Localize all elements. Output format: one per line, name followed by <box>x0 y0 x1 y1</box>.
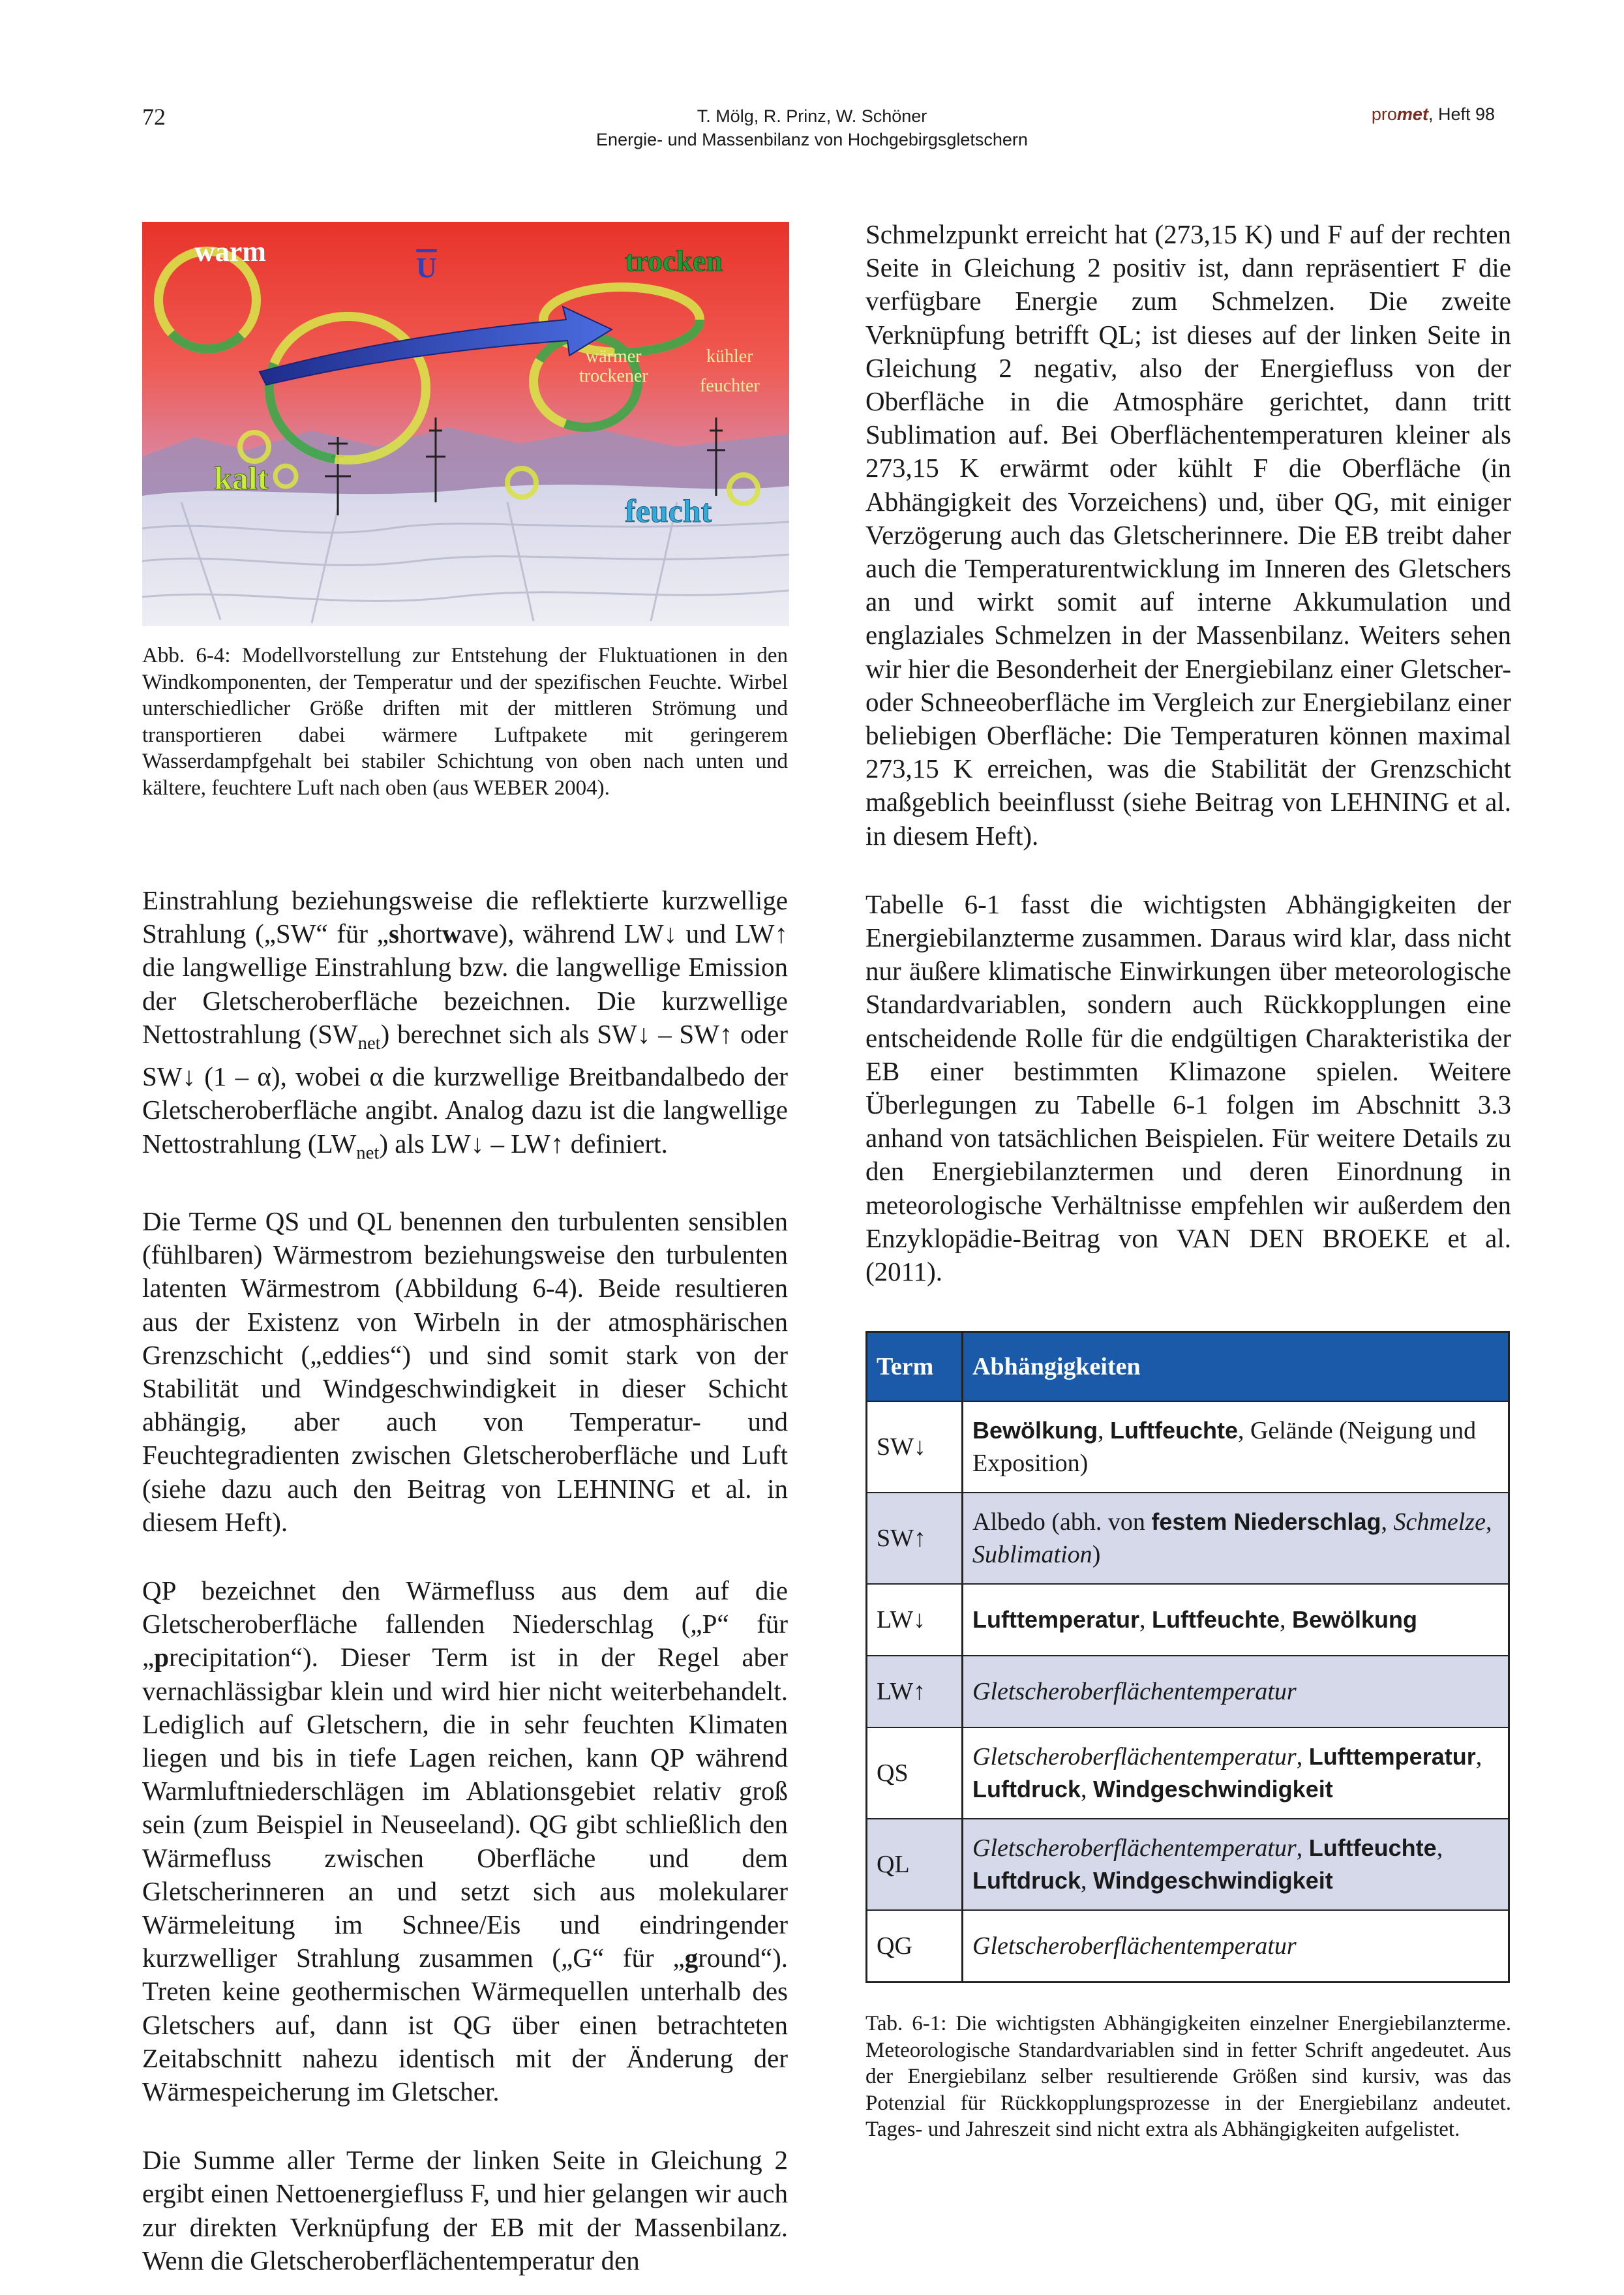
table-header-row <box>867 1332 1509 1402</box>
journal-brand <box>1372 104 1428 124</box>
label-kuehler: kühler <box>706 346 753 367</box>
dependency-text: Bewölkung <box>972 1417 1098 1444</box>
figure-eddy-model <box>142 222 789 626</box>
table-caption-block <box>865 2011 1511 2143</box>
table-cell-term: LW↓ <box>867 1584 963 1656</box>
table-row <box>867 1401 1509 1493</box>
label-waermer: wärmer <box>586 346 642 367</box>
paragraph-table-summary: Tabelle 6-1 fasst die wichtigsten Abhängigkeiten der Energiebilanzterme zusammen. Daraus wird klar, dass nicht nur äußere klimatische Einwirkungen über meteorologische Standardvariablen, sondern auch Rückkopplungen eine entscheidende Rolle für die endgültigen Charakteristika der EB einer bestimmten Klimazone spielen. Weitere Überlegungen zu Tabelle 6-1 folgen im Abschnitt 3.3 anhand von tatsächlichen Beispielen. Für weitere Details zu den Energiebilanztermen und deren Einordnung in meteorologische Verhältnisse empfehlen wir außerdem den Enzyklopädie-Beitrag von VAN DEN BROEKE et al. (2011). <box>865 889 1511 1287</box>
table-row <box>867 1584 1509 1656</box>
paragraph-qp-qg: QP bezeichnet den Wärmefluss aus dem auf die Gletscheroberfläche fallenden Niederschlag („P“ für „precipitation“). Dieser Term ist in der Regel aber vernachlässigbar klein und wird hier nicht weiterbehandelt. Lediglich auf Gletschern, die in sehr feuchten Klimaten liegen und bis in tiefe Lagen reichen, kann QP während Warmluftniederschlägen im Ablationsgebiet relativ groß sein (zum Beispiel in Neuseeland). QG gibt schließlich den Wärmefluss zwischen Oberfläche und dem Gletscherinneren an und setzt sich aus molekularer Wärmeleitung im Schnee/Eis und eindringender kurzwelliger Strahlung zusammen („G“ für „ground“). Treten keine geothermischen Wärmequellen unterhalb des Gletschers auf, dann ist QG über einen betrachteten Zeitabschnitt nahezu identisch mit der Änderung der Wärmespeicherung im Gletscher. <box>142 1575 788 2107</box>
paragraph-melting: Schmelzpunkt erreicht hat (273,15 K) und F auf der rechten Seite in Gleichung 2 positiv ist, dann repräsentiert F die verfügbare Energie zum Schmelzen. Die zweite Verknüpfung betrifft QL; ist dieses auf der linken Seite in Gleichung 2 negativ, also der Energiefluss von der Oberfläche in die Atmosphäre gerichtet, dann tritt Sublimation auf. Bei Oberflächentemperaturen kleiner als 273,15 K erwärmt oder kühlt F die Oberfläche (in Abhängigkeit des Vorzeichens) und, über QG, mit einiger Verzögerung auch das Gletscherinnere. Die EB treibt daher auch die Temperaturentwicklung im Inneren des Gletschers an und wirkt somit auf interne Akkumulation und englaziales Schmelzen in der Massenbilanz. Weiters sehen wir hier die Besonderheit der Energiebilanz einer Gletscher- oder Schneeoberfläche im Vergleich zur Energiebilanz einer beliebigen Oberfläche: Die Temperaturen können maximal 273,15 K erreichen, was die Stabilität der Grenzschicht maßgeblich beeinflusst (siehe Beitrag von LEHNING et al. in diesem Heft). <box>865 219 1511 851</box>
page-number: 72 <box>142 104 166 130</box>
dependency-text: Luftdruck <box>972 1867 1081 1894</box>
table-cell-term: LW↑ <box>867 1656 963 1727</box>
paragraph-turbulent-fluxes: Die Terme QS und QL benennen den turbulenten sensiblen (fühlbaren) Wärmestrom beziehungsweise den turbulenten latenten Wärmestrom (Abbildung 6-4). Beide resultieren aus der Existenz von Wirbeln in der atmosphärischen Grenzschicht („eddies“) und sind somit stark von der Stabilität und Windgeschwindigkeit in dieser Schicht abhängig, aber auch von Temperatur- und Feuchtegradienten zwischen Gletscheroberfläche und Luft (siehe dazu auch den Beitrag von LEHNING et al. in diesem Heft). <box>142 1206 788 1537</box>
dependency-text: festem Niederschlag <box>1151 1508 1381 1535</box>
dependency-text: Gletscheroberflächentemperatur <box>972 1834 1297 1862</box>
table-row <box>867 1910 1509 1982</box>
paragraph-radiation: Einstrahlung beziehungsweise die reflektierte kurzwellige Strahlung („SW“ für „shortwave), während LW↓ und LW↑ die langwellige Einstrahlung bzw. die langwellige Emission der Gletscheroberfläche bezeichnen. Die kurzwellige Nettostrahlung $(SW_{net})$ berechnet sich als SW↓ – SW↑ oder SW↓ (1 – α), wobei α die kurzwellige Breitbandalbedo der Gletscheroberfläche angibt. Analog dazu ist die langwellige Nettostrahlung $(LW_{net})$ als LW↓ – LW↑ definiert. <box>142 885 788 1163</box>
journal-issue: , Heft 98 <box>1428 104 1495 124</box>
table-cell-dependencies <box>963 1727 1509 1819</box>
table-row <box>867 1656 1509 1727</box>
dependency-text: Luftdruck <box>972 1776 1081 1802</box>
table-cell-dependencies <box>963 1910 1509 1982</box>
dependency-text: ) <box>1092 1541 1101 1568</box>
running-header-title: Energie- und Massenbilanz von Hochgebirgsgletschern <box>596 130 1028 149</box>
dependency-text: , <box>1485 1508 1492 1536</box>
table-cell-dependencies <box>963 1656 1509 1727</box>
dependency-text: Luftfeuchte <box>1152 1606 1280 1633</box>
dependency-text: Gletscheroberflächentemperatur <box>972 1678 1297 1705</box>
journal-label <box>1372 104 1495 125</box>
figure-illustration <box>142 222 789 626</box>
dependency-text: , <box>1081 1776 1093 1803</box>
label-feuchter: feuchter <box>700 376 760 396</box>
figure-caption: Abb. 6-4: Modellvorstellung zur Entstehung der Fluktuationen in den Windkomponenten, der Temperatur und der spezifischen Feuchte. Wirbel unterschiedlicher Größe driften mit der mittleren Strömung und transportieren dabei wärmere Luftpakete mit geringerem Wasserdampfgehalt bei stabiler Schichtung von oben nach unten und kältere, feuchtere Luft nach oben (aus WEBER 2004). <box>142 644 788 800</box>
table-cell-dependencies <box>963 1819 1509 1910</box>
table-cell-term: QS <box>867 1727 963 1819</box>
dependency-text: , <box>1081 1867 1093 1894</box>
dependency-text: , <box>1296 1834 1309 1862</box>
table-cell-term: QL <box>867 1819 963 1910</box>
label-u: U <box>416 252 437 284</box>
table-cell-dependencies <box>963 1493 1509 1584</box>
dependency-text: Luftfeuchte <box>1110 1417 1238 1444</box>
journal-brand-name: met <box>1396 104 1428 124</box>
dependency-text: , <box>1296 1743 1309 1771</box>
running-header <box>457 104 1167 151</box>
dependency-text: Gletscheroberflächentemperatur <box>972 1932 1297 1960</box>
dependency-text: Schmelze <box>1393 1508 1486 1536</box>
dependency-text: Windgeschwindigkeit <box>1093 1776 1333 1802</box>
dependency-text: , Gelände (Neigung und Exposition) <box>972 1417 1477 1477</box>
label-warm: warm <box>194 236 266 267</box>
left-column <box>142 884 788 2277</box>
dependency-text: , <box>1139 1606 1152 1634</box>
dependency-text: , <box>1475 1743 1482 1771</box>
table-header-term: Term <box>867 1332 963 1402</box>
running-header-authors: T. Mölg, R. Prinz, W. Schöner <box>697 106 927 126</box>
figure-caption-block <box>142 643 788 801</box>
dependency-text: Luftfeuchte <box>1308 1834 1437 1861</box>
paragraph-net-energy: Die Summe aller Terme der linken Seite in Gleichung 2 ergibt einen Nettoenergiefluss F, und hier gelangen wir auch zur direkten Verknüpfung der EB mit der Massenbilanz. Wenn die Gletscheroberflächentemperatur den <box>142 2145 788 2275</box>
dependency-text: Lufttemperatur <box>1308 1743 1476 1770</box>
table-cell-term: SW↑ <box>867 1493 963 1584</box>
table-row <box>867 1819 1509 1910</box>
dependency-text: Lufttemperatur <box>972 1606 1140 1633</box>
label-trockener: trockener <box>579 366 648 386</box>
dependency-text: Bewölkung <box>1292 1606 1418 1633</box>
label-kalt: kalt <box>214 460 269 496</box>
table-cell-term: QG <box>867 1910 963 1982</box>
table-caption: Tab. 6-1: Die wichtigsten Abhängigkeiten einzelner Energiebilanzterme. Meteorologische Standardvariablen sind in fetter Schrift angedeutet. Aus der Energiebilanz selber resultierende Größen sind kursiv, was das Potenzial für Rückkopplungsprozesse in der Energiebilanz andeutet. Tages- und Jahreszeit sind nicht extra als Abhängigkeiten aufgelistet. <box>865 2012 1511 2141</box>
dependency-text: , <box>1436 1834 1443 1862</box>
dependency-text: Windgeschwindigkeit <box>1093 1867 1333 1894</box>
dependencies-table <box>865 1331 1510 1983</box>
table-cell-dependencies <box>963 1401 1509 1493</box>
dependency-text: Gletscheroberflächentemperatur <box>972 1743 1297 1771</box>
label-feucht: feucht <box>625 493 712 529</box>
dependency-text: Albedo (abh. von <box>972 1508 1152 1536</box>
dependency-text: , <box>1280 1606 1292 1634</box>
table-row <box>867 1727 1509 1819</box>
dependency-text: Sublimation <box>972 1541 1092 1568</box>
dependency-text: , <box>1381 1508 1394 1536</box>
table-cell-dependencies <box>963 1584 1509 1656</box>
table-row <box>867 1493 1509 1584</box>
journal-prefix: pro <box>1371 104 1397 124</box>
dependency-text: , <box>1098 1417 1111 1444</box>
label-trocken: trocken <box>625 244 723 277</box>
right-column <box>865 218 1511 1288</box>
table-header-dependencies: Abhängigkeiten <box>963 1332 1509 1402</box>
table-cell-term: SW↓ <box>867 1401 963 1493</box>
